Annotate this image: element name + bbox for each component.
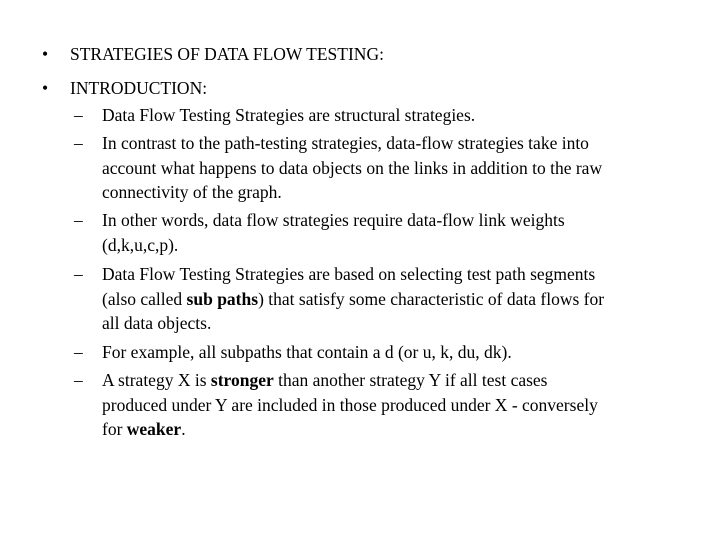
bullet-strategies-text: STRATEGIES OF DATA FLOW TESTING: (70, 44, 384, 64)
dash-marker: – (74, 370, 83, 390)
text-line (102, 368, 694, 393)
text-line: produced under Y are included in those produced under X - conversely (102, 394, 598, 415)
sub-item-text (102, 208, 694, 257)
sub-item-structural (74, 103, 694, 128)
sub-item-stronger-weaker (74, 368, 694, 442)
bold-term-stronger: stronger (210, 370, 274, 390)
text-run: (also called (102, 288, 187, 309)
bullet-introduction-text: INTRODUCTION: (70, 78, 208, 98)
sub-item-text (102, 131, 694, 205)
text-line: connectivity of the graph. (102, 182, 282, 202)
bullet-dot: • (42, 44, 49, 64)
sub-item-example (74, 340, 694, 365)
sub-item-text (102, 103, 694, 128)
sub-item-text (102, 262, 694, 336)
text-line: For example, all subpaths that contain a d (or u, k, du, dk). (102, 342, 512, 362)
text-run: . (181, 419, 186, 439)
dash-marker: – (74, 210, 83, 230)
text-run: for (102, 419, 127, 439)
dash-marker: – (74, 133, 83, 153)
text-run: than another strategy Y if all test cases (273, 370, 548, 390)
text-line (102, 287, 694, 312)
sub-item-text (102, 368, 694, 442)
text-line (102, 417, 694, 442)
sub-item-contrast (74, 131, 694, 205)
dash-marker: – (74, 105, 83, 125)
dash-marker: – (74, 342, 83, 362)
sub-item-link-weights (74, 208, 694, 257)
text-line: Data Flow Testing Strategies are structural strategies. (102, 105, 476, 125)
text-line: all data objects. (102, 313, 212, 333)
text-line: In other words, data flow strategies require data-flow link weights (102, 210, 565, 230)
text-line: account what happens to data objects on the links in addition to the raw (102, 157, 603, 178)
text-line: Data Flow Testing Strategies are based on selecting test path segments (102, 264, 596, 284)
text-run: A strategy X is (102, 370, 211, 390)
bold-term-sub-paths: sub paths (186, 288, 259, 309)
dash-marker: – (74, 264, 83, 284)
text-run: ) that satisfy some characteristic of data flows for (258, 288, 605, 309)
bold-term-weaker: weaker (126, 419, 182, 439)
sub-item-path-segments (74, 262, 694, 336)
text-line: In contrast to the path-testing strategies, data-flow strategies take into (102, 133, 589, 153)
bullet-dot: • (42, 78, 49, 98)
text-line: (d,k,u,c,p). (102, 234, 179, 255)
sub-item-text (102, 340, 694, 365)
